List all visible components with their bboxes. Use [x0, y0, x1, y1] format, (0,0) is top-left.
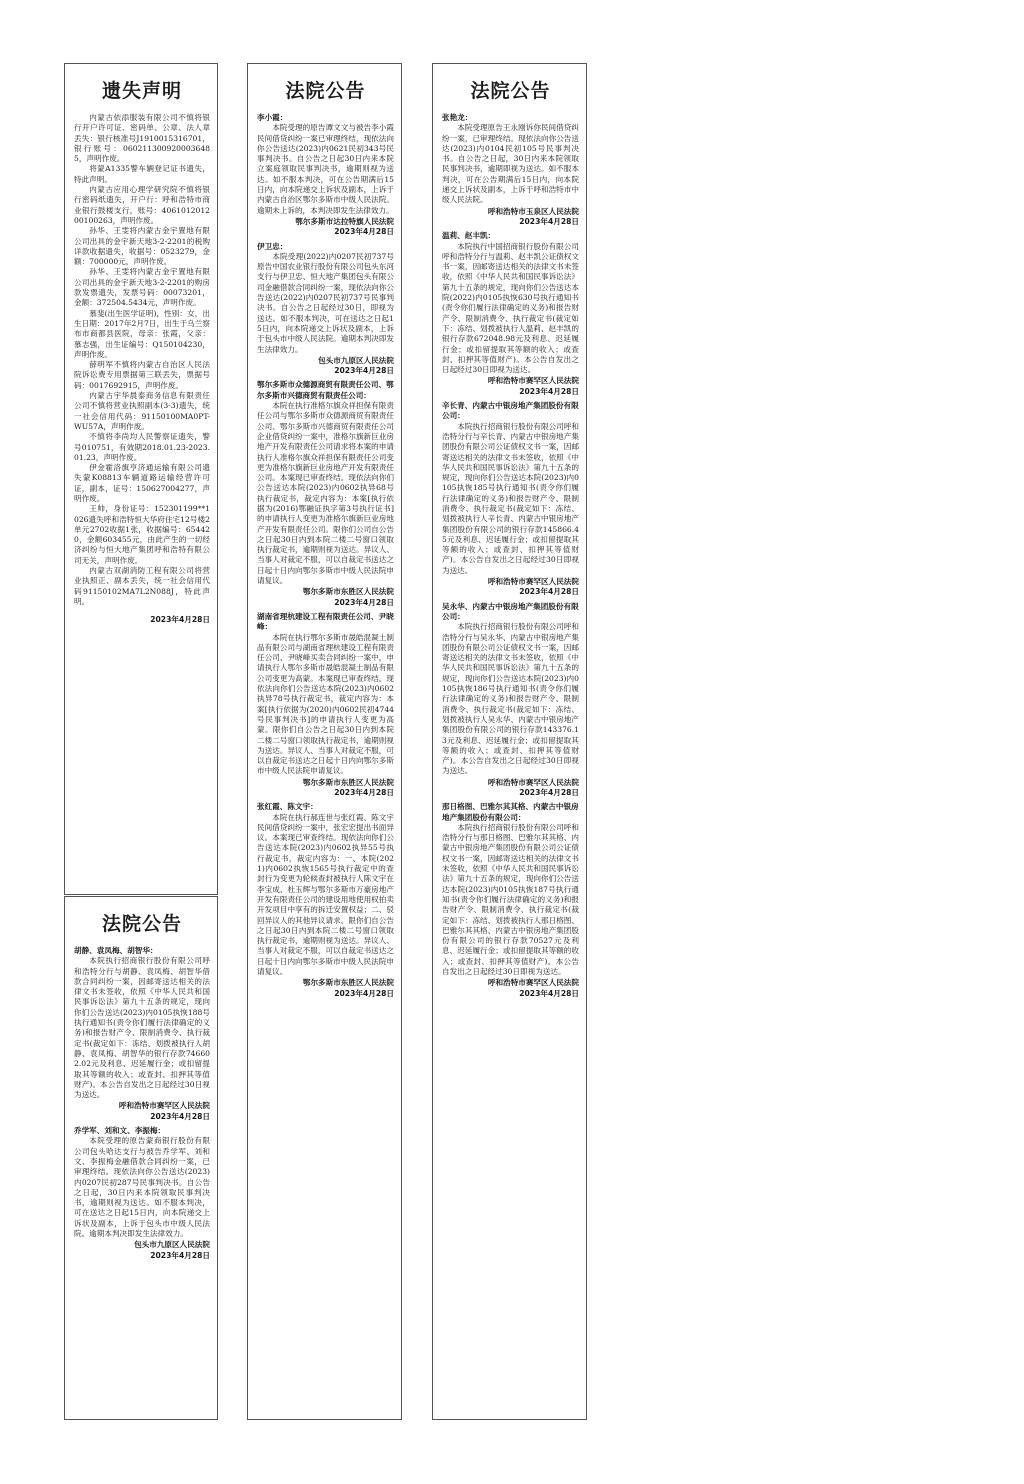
court-notice — [442, 602, 579, 799]
notice-court: 鄂尔多斯市东胜区人民法院 — [302, 587, 394, 597]
lost-notice-list — [74, 113, 210, 607]
lost-notice-date: 2023年4月28日 — [150, 615, 210, 625]
notice-date: 2023年4月28日 — [519, 788, 579, 797]
notice-addressee: 吴永华、内蒙古中银房地产集团股份有限公司： — [442, 601, 579, 621]
notice-body: 本院执行中国招商银行股份有限公司呼和浩特分行与温莉、赵丰凯公证债权文书一案，因邮寄送达相关的法律文书未签收，依照《中华人民共和国民事诉讼法》第九十五条的规定，现向你们公告送达本院(2022)内0105执恢630号执行通知书(责令你们履行法律确定的义务)和报告财产令、限制消费令、执行裁定书(裁定如下：冻结、划拨被执行人温莉、赵丰凯的银行存款672048.98元及利息、迟延履行金；或扣留提取其等额的收入；或查封、扣押其等值财产)。本公告自发出之日起经过30日即视为送达。 — [442, 241, 579, 375]
lost-notice-item: 内蒙古依添服装有限公司不慎将银行开户许可证、密码单、公章、法人章丢失：银行核准号J1910015316701，银行账号：0602113009200036485，声明作废。 — [74, 113, 210, 164]
lost-notice-item: 慕斐(出生医学证明)，性别：女，出生日期：2017年2月7日，出生于乌兰察布市商都县医院，母亲：张霞，父亲：慕志强，出生证编号：Q150104230，声明作废。 — [74, 308, 210, 359]
court-notice-column-3 — [432, 63, 587, 1420]
notice-date: 2023年4月28日 — [519, 386, 579, 396]
notice-body: 本院执行招商银行股份有限公司呼和浩特分行与辛长青、内蒙古中银房地产集团股份有限公司公证债权文书一案，因邮寄送达相关的法律文书未签收，依照《中华人民共和国民事诉讼法》第九十五条的规定，现向你们公告送达本院(2023)内0105执恢185号执行通知书(责令你们履行法律确定的义务)和报告财产令、限制消费令、执行裁定书(裁定如下：冻结、划拨被执行人辛长青、内蒙古中银房地产集团股份有限公司的银行存款145866.45元及利息、迟延履行金；或扣留提取其等额的收入；或查封、扣押其等值财产)。本公告自发出之日起经过30日即视为送达。 — [442, 421, 579, 575]
lost-notice-item: 内蒙古双湖消防工程有限公司将营业执照正、副本丢失，统一社会信用代码91150102MA7L2N088J，特此声明。 — [74, 566, 210, 606]
notice-body: 本院受理的原告蒙商银行股份有限公司包头哈达支行与被告乔学军、刘和文、李振梅金融借款合同纠纷一案，已审理终结。现依法向你公告送达(2023)内0207民初287号民事判决书。自公告之日起，30日内来本院领取民事判决书，逾期则视为送达。如不服本判决，可在送达之日起15日内，向本院递交上诉状及副本，上诉于包头市中级人民法院。逾期本判决即发生法律效力。 — [74, 1136, 210, 1239]
notice-court: 包头市九原区人民法院 — [318, 355, 394, 365]
notice-body: 本院受理的原告谭文文与被告李小霞民间借贷纠纷一案已审理终结，现依法向你公告送达(2023)内0621民初343号民事判决书。自公告之日起30日内来本院立案庭领取民事判决书，逾期则视为送达。如不服本判决，可在公告期满后15日内，向本院递交上诉状及副本，上诉于内蒙古自治区鄂尔多斯市中级人民法院。逾期未上诉的，本判决即发生法律效力。 — [257, 123, 394, 215]
notice-date: 2023年4月28日 — [334, 366, 394, 376]
notice-addressee: 湖南省理杭建设工程有限责任公司、尹晓峰： — [257, 611, 394, 632]
notice-court: 呼和浩特市赛罕区人民法院 — [487, 577, 579, 587]
notice-body: 本院受理原告王永刚诉你民间借贷纠纷一案，已审理终结。现依法向你公告送达(2023)内0104民初105号民事判决书。自公告之日起，30日内来本院领取民事判决书，逾期即视为送达。如不服本判决，可在公告期满后15日内，向本院递交上诉状及副本，上诉于呼和浩特市中级人民法院。 — [442, 123, 579, 205]
notice-date: 2023年4月28日 — [334, 227, 394, 237]
lost-notice-item: 伊金霍洛旗亨济通运输有限公司遗失蒙K08813车辆道路运输经营许可证，副本，证号：150627004277，声明作废。 — [74, 463, 210, 503]
notice-body: 本院在执行准格尔旗众祥担保有限责任公司与鄂尔多斯市众德源商贸有限责任公司、鄂尔多斯市兴德商贸有限责任公司企业借贷纠纷一案中，准格尔旗新巨业房地产开发有限责任公司请求将本案的申请执行人准格尔旗众祥担保有限责任公司变更为准格尔旗新巨业房地产开发有限责任公司。本案现已审查终结。现依法向你们公告送达本院(2023)内0602执异68号执行裁定书，裁定内容为：本案[执行依据为(2016)鄂融证执字第3号执行证书]的申请执行人变更为准格尔旗新巨业房地产开发有限责任公司。限你们公司自公告之日起30日内到本院二楼二号窗口领取执行裁定书，逾期则视为送达。异议人、当事人对裁定不服，可以自裁定书送达之日起十日内向鄂尔多斯市中级人民法院申请复议。 — [257, 401, 394, 586]
court-notice — [257, 802, 394, 999]
notice-body: 本院受理(2022)内0207民初737号原告中国农业银行股份有限公司包头东河支行与伊卫忠、恒大地产集团包头有限公司金融借款合同纠纷一案，现依法向你公告送达(2022)内0207民初737号民事判决书。自公告之日起经过30日，即视为送达。如不服本判决，可在送达之日起15日内，向本院递交上诉状及副本，上诉于包头市中级人民法院。逾期本判决即发生法律效力。 — [257, 251, 394, 354]
notice-addressee: 鄂尔多斯市众德源商贸有限责任公司、鄂尔多斯市兴德商贸有限责任公司： — [257, 380, 394, 400]
notice-addressee: 伊卫忠： — [257, 241, 288, 251]
lost-notice-item: 不慎将李尚均人民警察证遗失，警号010751，有效期2018.01.23-2023.01.23，声明作废。 — [74, 432, 210, 462]
notice-date: 2023年4月28日 — [334, 988, 394, 998]
notice-addressee: 温莉、赵丰凯： — [442, 231, 496, 241]
court-notice — [442, 401, 579, 598]
lost-notice-item: 孙华、王雯将内蒙古金宇置地有限公司出具的金宇新天地3-2-2201的税购详款收据遗失，收据号：0523279，金额：700000元，声明作废。 — [74, 226, 210, 267]
notice-addressee: 乔学军、刘和文、李振梅： — [74, 1126, 166, 1136]
notice-body: 本院在执行郝连世与张红霞、陈文宇民间借贷纠纷一案中，张宏宏提出书面异议。本案现已审查终结。现依法向你们公告送达本院(2023)内0602执异55号执行裁定书，裁定内容为：一、本院(2021)内0602执恢1565号执行裁定中的查封行为变更为轮候查封被执行人陈文宇在李宝成、杜玉辉与鄂尔多斯市万豪房地产开发有限责任公司的建设用地使用权拍卖开发项目中享有的拆迁安置权益；二、驳回异议人的其他异议请求。限你们自公告之日起30日内到本院二楼二号窗口领取执行裁定书，逾期则视为送达。异议人、当事人对裁定不服，可以自裁定书送达之日起十日内向鄂尔多斯市中级人民法院申请复议。 — [257, 812, 394, 977]
notice-addressee: 李小霞： — [257, 113, 288, 122]
court-notice — [74, 1126, 210, 1261]
notice-court: 包头市九原区人民法院 — [134, 1240, 210, 1250]
court-notice-title-2: 法院公告 — [285, 80, 366, 102]
notice-date: 2023年4月28日 — [334, 597, 394, 607]
notice-court: 呼和浩特市赛罕区人民法院 — [118, 1101, 210, 1111]
court-notice-column-2 — [247, 63, 402, 1420]
notice-court: 呼和浩特市赛罕区人民法院 — [487, 376, 579, 386]
court-notice-title-3: 法院公告 — [470, 80, 551, 102]
notice-date: 2023年4月28日 — [334, 788, 394, 797]
court-notice — [257, 242, 394, 377]
court-notice — [442, 802, 579, 999]
court-notice — [442, 113, 579, 227]
court-notice — [257, 113, 394, 238]
notice-body: 本院执行招商银行股份有限公司呼和浩特分行与吴永华、内蒙古中银房地产集团股份有限公司公证债权文书一案，因邮寄送达相关的法律文书未签收，依照《中华人民共和国民事诉讼法》第九十五条的规定，现向你们公告送达本院(2023)内0105执恢186号执行通知书(责令你们履行法律确定的义务)和报告财产令、限制消费令、执行裁定书(裁定如下：冻结、划拨被执行人吴永华、内蒙古中银房地产集团股份有限公司的银行存款143376.13元及利息、迟延履行金；或扣留提取其等额的收入；或查封、扣押其等值财产)。本公告自发出之日起经过30日即视为送达。 — [442, 622, 579, 776]
court-notice-list-2 — [257, 113, 394, 999]
notice-court: 鄂尔多斯市东胜区人民法院 — [302, 777, 394, 787]
notice-court: 鄂尔多斯市达拉特旗人民法院 — [295, 216, 394, 226]
court-notice — [74, 946, 210, 1122]
lost-notice-column — [64, 63, 218, 895]
court-notice — [257, 380, 394, 608]
notice-addressee: 张红霞、陈文宇： — [257, 802, 318, 812]
notice-date: 2023年4月28日 — [150, 1250, 210, 1260]
notice-addressee: 辛长青、内蒙古中银房地产集团股份有限公司： — [442, 401, 579, 421]
lost-notice-item: 王帅，身份证号：152301199**1026遗失呼和浩特恒大华府住宅12号楼2单元2702收据1张，收据编号：654420，金额603455元，由此产生的一切经济纠纷与恒大地产集团呼和浩特有限公司无关，声明作废。 — [74, 504, 210, 565]
notice-date: 2023年4月28日 — [519, 988, 579, 998]
notice-date: 2023年4月28日 — [150, 1111, 210, 1121]
notice-court: 鄂尔多斯市东胜区人民法院 — [302, 978, 394, 988]
notice-addressee: 那日格图、巴雅尔其其格、内蒙古中银房地产集团股份有限公司： — [442, 802, 579, 822]
lost-notice-title: 遗失声明 — [101, 80, 182, 102]
notice-court: 呼和浩特市赛罕区人民法院 — [487, 978, 579, 988]
court-notice-column-1 — [64, 896, 218, 1420]
lost-notice-item: 孙华、王雯将内蒙古金宇置地有限公司出具的金宇新天地3-2-2201的购房款发票遗失，发票号码：00073201，金额：372504.5434元，声明作废。 — [74, 267, 210, 308]
notice-addressee: 张艳龙： — [442, 113, 473, 122]
court-notice-list-3 — [442, 113, 579, 999]
court-notice-title-1: 法院公告 — [101, 913, 182, 935]
court-notice — [442, 231, 579, 397]
lost-notice-item: 薛明军不慎将内蒙古自治区人民法院诉讼费专用票据第三联丢失，票据号码：0017692915，声明作废。 — [74, 360, 210, 390]
court-notice-list-1 — [74, 946, 210, 1261]
notice-addressee: 胡静、袁凤梅、胡智华： — [74, 946, 158, 955]
court-notice — [257, 612, 394, 798]
notice-body: 本院执行招商银行股份有限公司呼和浩特分行与那日格图、巴雅尔其其格、内蒙古中银房地产集团股份有限公司公证债权文书一案，因邮寄送达相关的法律文书未签收，依照《中华人民共和国民事诉讼法》第九十五条的规定，现向你们公告送达本院(2023)内0105执恢187号执行通知书(责令你们履行法律确定的义务)和报告财产令、限制消费令、执行裁定书(裁定如下：冻结、划拨被执行人那日格图、巴雅尔其其格、内蒙古中银房地产集团股份有限公司的银行存款70527元及利息、迟延履行金；或扣留提取其等额的收入；或查封、扣押其等值财产)。本公告自发出之日起经过30日即视为送达。 — [442, 822, 579, 977]
notice-court: 呼和浩特市玉泉区人民法院 — [487, 206, 579, 216]
notice-body: 本院执行招商银行股份有限公司呼和浩特分行与胡静、袁凤梅、胡智华借款合同纠纷一案，因邮寄送达相关的法律文书未签收，依照《中华人民共和国民事诉讼法》第九十五条的规定，现向你们公告送达(2023)内0105执恢188号执行通知书(责令你们履行法律确定的义务)和报告财产令、限制消费令、执行裁定书(裁定如下：冻结、划拨被执行人胡静、袁凤梅、胡智华的银行存款746602.02元及利息、迟延履行金；或扣留提取其等额的收入；或查封、扣押其等值财产)。本公告自发出之日起经过30日视为送达。 — [74, 956, 210, 1100]
lost-notice-item: 内蒙古宇华晨泰商务信息有限责任公司不慎将营业执照副本(3-3)遗失，统一社会信用代码：91150100MA0PT-WU57A，声明作废。 — [74, 391, 210, 431]
lost-notice-item: 内蒙古应用心理学研究院不慎将银行密码纸遗失，开户行：呼和浩特市商业银行鼓楼支行，账号：406101201200100263，声明作废。 — [74, 185, 210, 225]
notice-court: 呼和浩特市赛罕区人民法院 — [487, 777, 579, 787]
notice-date: 2023年4月28日 — [519, 216, 579, 226]
notice-body: 本院在执行鄂尔多斯市晟皓混凝土制品有限公司与湖南省理杭建设工程有限责任公司、尹晓峰买卖合同纠纷一案中，申请执行人鄂尔多斯市晟皓混凝土制品有限公司变更为高蒙。本案现已审查终结。现依法向你们公告送达本院(2023)内0602执异78号执行裁定书，裁定内容为：本案[执行依据为(2020)内0602民初4744号民事判决书]的申请执行人变更为高蒙。限你们自公告之日起30日内到本院二楼二号窗口领取执行裁定书，逾期则视为送达。异议人、当事人对裁定不服，可以自裁定书送达之日起十日内向鄂尔多斯市中级人民法院申请复议。 — [257, 632, 394, 776]
notice-date: 2023年4月28日 — [519, 587, 579, 597]
lost-notice-item: 将蒙A1335警车辆登记证书遗失，特此声明。 — [74, 164, 210, 184]
